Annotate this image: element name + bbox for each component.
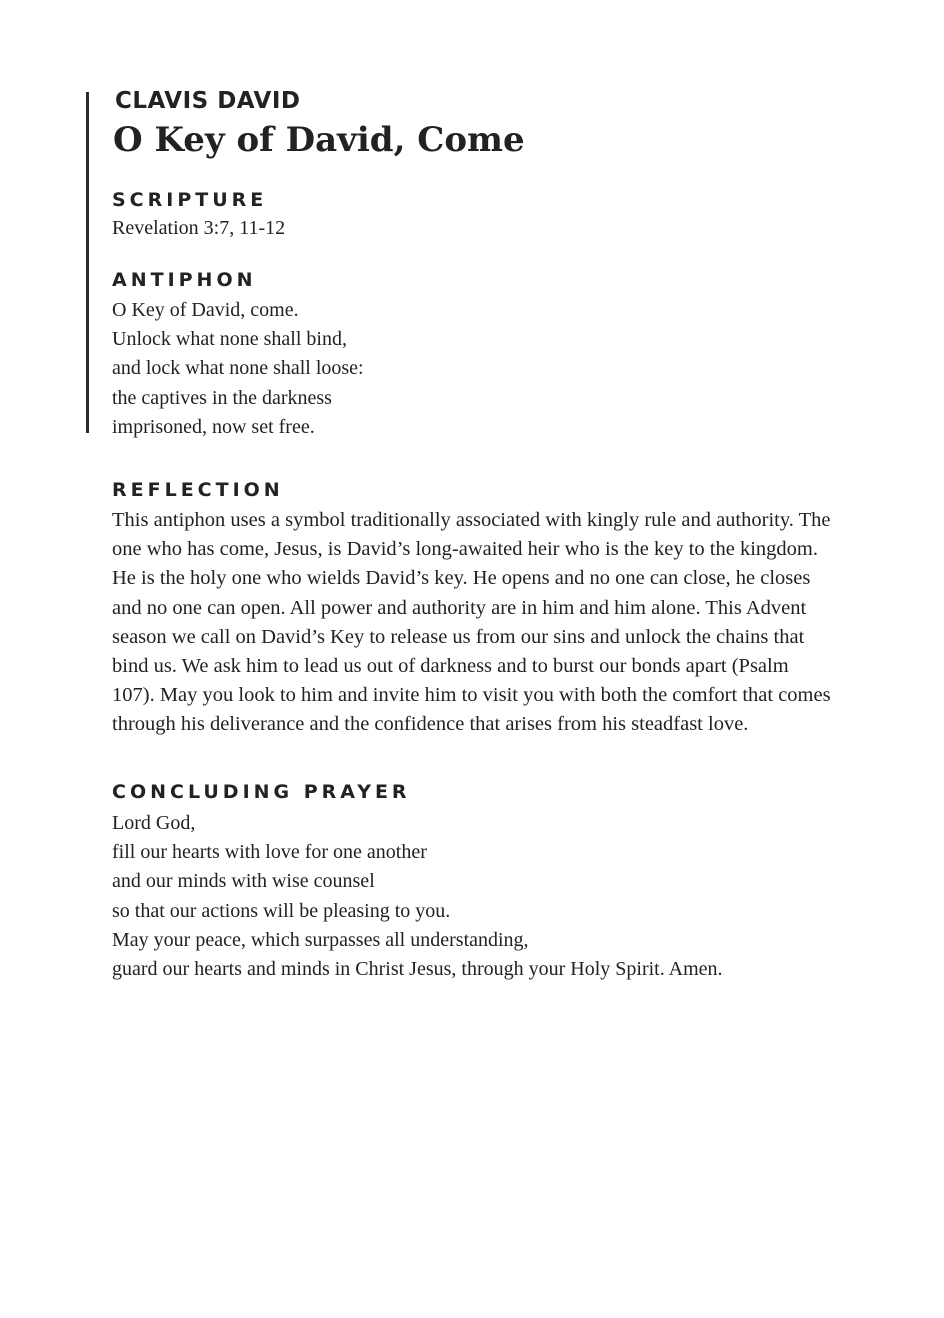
reflection-line: This antiphon uses a symbol traditionally associated with kingly rule and authority. The (112, 509, 831, 531)
reflection-line: 107). May you look to him and invite him to visit you with both the comfort that comes (112, 684, 831, 707)
prayer-line: and our minds with wise counsel (112, 870, 375, 893)
antiphon-line: imprisoned, now set free. (112, 415, 315, 438)
antiphon-line: the captives in the darkness (112, 386, 332, 409)
reflection-line: season we call on David’s Key to release us from our sins and unlock the chains that (112, 625, 805, 648)
scripture-label: SCRIPTURE (112, 189, 268, 211)
reflection-label: REFLECTION (112, 479, 284, 501)
antiphon-line: and lock what none shall loose: (112, 357, 364, 380)
antiphon-label: ANTIPHON (112, 269, 257, 291)
latin-title: CLAVIS DAVID (115, 88, 301, 114)
prayer-label: CONCLUDING PRAYER (112, 781, 411, 803)
prayer-line: so that our actions will be pleasing to you. (112, 899, 451, 922)
scripture-reference-text: Revelation 3:7, 11-12 (112, 217, 286, 239)
reflection-text (112, 506, 860, 740)
scripture-reference (112, 214, 285, 243)
prayer-line: fill our hearts with love for one another (112, 841, 427, 864)
antiphon-text (112, 296, 364, 442)
antiphon-line: O Key of David, come. (112, 299, 299, 321)
reflection-line: He is the holy one who wields David’s key. He opens and no one can close, he closes (112, 567, 811, 590)
antiphon-line: Unlock what none shall bind, (112, 328, 347, 351)
accent-bar (86, 92, 89, 433)
prayer-line: Lord God, (112, 812, 196, 834)
page-title: O Key of David, Come (113, 120, 525, 160)
prayer-line: guard our hearts and minds in Christ Jesus, through your Holy Spirit. Amen. (112, 958, 723, 981)
reflection-line: through his deliverance and the confidence that arises from his steadfast love. (112, 713, 749, 736)
prayer-text (112, 809, 723, 984)
reflection-line: one who has come, Jesus, is David’s long-awaited heir who is the key to the kingdom. (112, 538, 818, 561)
reflection-line: bind us. We ask him to lead us out of darkness and to burst our bonds apart (Psalm (112, 655, 789, 678)
reflection-line: and no one can open. All power and authority are in him and him alone. This Advent (112, 596, 807, 619)
prayer-line: May your peace, which surpasses all understanding, (112, 928, 529, 951)
